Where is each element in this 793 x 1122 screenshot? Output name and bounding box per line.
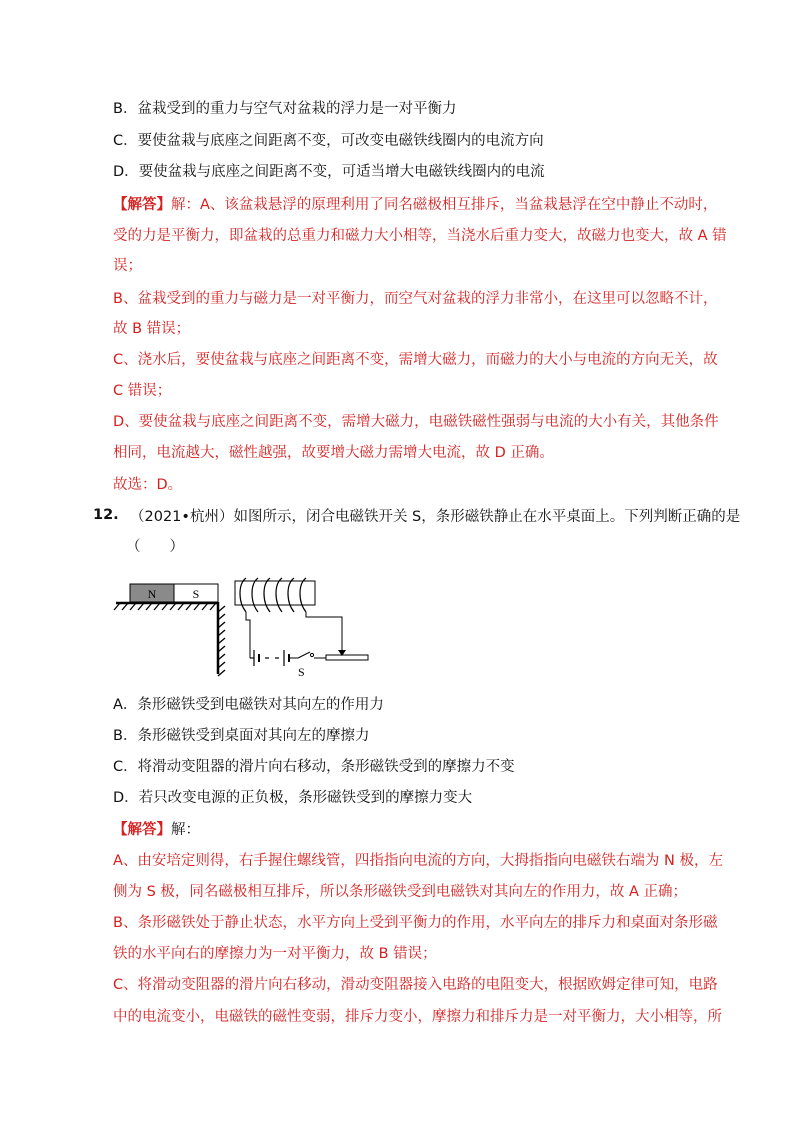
rheostat (326, 655, 368, 660)
question-number: 12. (93, 507, 119, 523)
prev-answer-line (113, 195, 717, 215)
battery (250, 650, 289, 666)
prev-option-c: C．要使盆栽与底座之间距离不变，可改变电磁铁线圈内的电流方向 (113, 133, 544, 149)
prev-answer-line: D、要使盆栽与底座之间距离不变，需增大磁力，电磁铁磁性强弱与电流的大小有关，其他条件 (113, 414, 719, 430)
switch (298, 652, 310, 658)
magnet-south-label: S (192, 587, 200, 601)
answer-prefix: 解： (171, 822, 200, 838)
prev-answer-line: 故 B 错误； (113, 321, 191, 337)
answer-line: 铁的水平向右的摩擦力为一对平衡力，故 B 错误； (113, 946, 437, 962)
prev-option-d: D．要使盆栽与底座之间距离不变，可适当增大电磁铁线圈内的电流 (113, 164, 545, 180)
electromagnet-diagram (110, 572, 380, 682)
option-d: D．若只改变电源的正负极，条形磁铁受到的摩擦力变大 (113, 790, 473, 806)
prev-answer-line: C 错误； (113, 383, 172, 399)
answer-tag: 【解答】 (113, 822, 171, 838)
prev-answer-line: C、浇水后，要使盆栽与底座之间距离不变，需增大磁力，而磁力的大小与电流的方向无关，故 (113, 352, 718, 368)
option-a: A．条形磁铁受到电磁铁对其向左的作用力 (113, 697, 384, 713)
option-c: C．将滑动变阻器的滑片向右移动，条形磁铁受到的摩擦力不变 (113, 759, 515, 775)
option-b: B．条形磁铁受到桌面对其向左的摩擦力 (113, 728, 370, 744)
answer-line: B、条形磁铁处于静止状态，水平方向上受到平衡力的作用，水平向左的排斥力和桌面对条形磁 (113, 915, 718, 931)
prev-answer-line: 误； (113, 258, 142, 274)
answer-line: 侧为 S 极，同名磁极相互排斥，所以条形磁铁受到电磁铁对其向左的作用力，故 A 正确； (113, 884, 688, 900)
prev-answer-text: 解：A、该盆栽悬浮的原理利用了同名磁极相互排斥，当盆栽悬浮在空中静止不动时， (171, 197, 718, 213)
question-stem: （2021•杭州）如图所示，闭合电磁铁开关 S，条形磁铁静止在水平桌面上。下列判断正确的是 (130, 509, 741, 525)
answer-line: 中的电流变小，电磁铁的磁性变弱，排斥力变小，摩擦力和排斥力是一对平衡力，大小相等，所 (113, 1009, 722, 1025)
answer-line: A、由安培定则得，右手握住螺线管，四指指向电流的方向，大拇指指向电磁铁右端为 N 极，左 (113, 853, 723, 869)
electromagnet-core (235, 581, 315, 605)
magnet-north-label: N (147, 587, 157, 601)
question-answer-blank: （ ） (126, 539, 184, 555)
prev-answer-line: 故选：D。 (113, 477, 183, 493)
prev-option-b: B．盆栽受到的重力与空气对盆栽的浮力是一对平衡力 (113, 101, 457, 117)
prev-answer-line: B、盆栽受到的重力与磁力是一对平衡力，而空气对盆栽的浮力非常小，在这里可以忽略不计， (113, 291, 718, 307)
prev-answer-line: 受的力是平衡力，即盆栽的总重力和磁力大小相等，当浇水后重力变大，故磁力也变大，故 A 错 (113, 228, 727, 244)
switch-label: S (298, 665, 305, 679)
prev-answer-tag: 【解答】 (113, 197, 171, 213)
answer-line: C、将滑动变阻器的滑片向右移动，滑动变阻器接入电路的电阻变大，根据欧姆定律可知，电路 (113, 977, 718, 993)
prev-answer-line: 相同，电流越大，磁性越强，故要增大磁力需增大电流，故 D 正确。 (113, 445, 554, 461)
answer-heading (113, 820, 200, 840)
